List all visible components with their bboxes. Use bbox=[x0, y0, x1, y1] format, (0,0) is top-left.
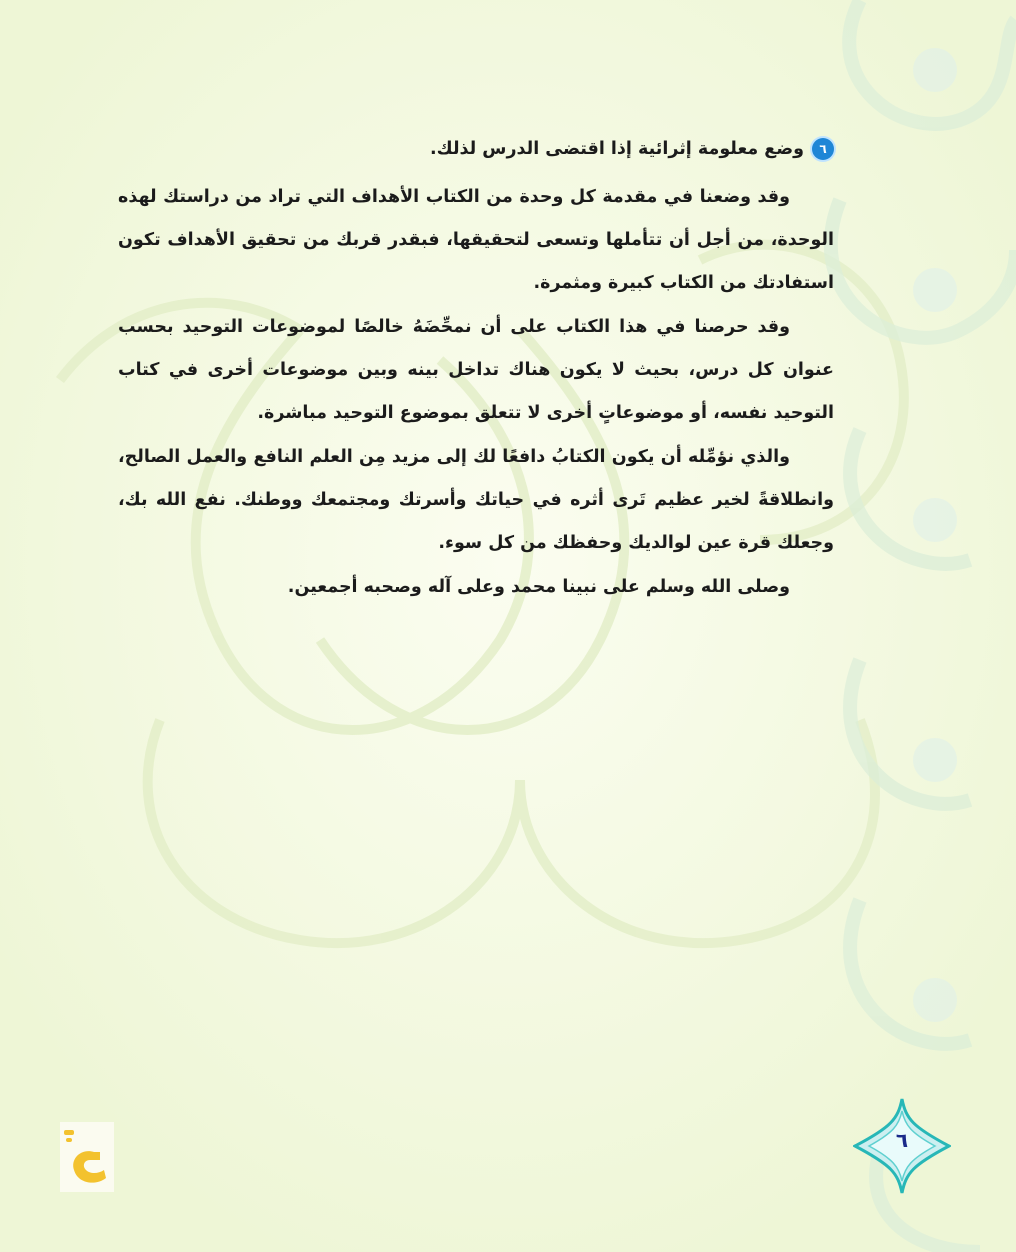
paragraph-objectives: وقد وضعنا في مقدمة كل وحدة من الكتاب الأهداف التي تراد من دراستك لهذه الوحدة، من أجل أن تتأملها وتسعى لتحقيقها، فبقدر قربك من تحقيق الأهداف تكون استفادتك من الكتاب كبيرة ومثمرة. bbox=[118, 187, 834, 293]
paragraph-focus: وقد حرصنا في هذا الكتاب على أن نمحِّضَهُ خالصًا لموضوعات التوحيد بحسب عنوان كل درس، بحيث لا يكون هناك تداخل بينه وبين موضوعات أخرى في كتاب التوحيد نفسه، أو موضوعاتٍ أخرى لا تتعلق بموضوع التوحيد مباشرة. bbox=[118, 317, 834, 423]
closing-prayer: وصلى الله وسلم على نبينا محمد وعلى آله وصحبه أجمعين. bbox=[287, 577, 790, 597]
page-number: ٦ bbox=[895, 1128, 909, 1152]
publisher-logo-icon bbox=[60, 1122, 114, 1192]
item-number-badge: ٦ bbox=[812, 138, 834, 160]
paragraph-hope: والذي نؤمِّله أن يكون الكتابُ دافعًا لك إلى مزيد مِن العلم النافع والعمل الصالح، وانطلاقةً لخير عظيم تَرى أثره في حياتك وأسرتك ومجتمعك ووطنك. نفع الله بك، وجعلك قرة عين لوالديك وحفظك من كل سوء. bbox=[118, 447, 834, 553]
item-text: وضع معلومة إثرائية إذا اقتضى الدرس لذلك. bbox=[430, 139, 804, 159]
numbered-item bbox=[430, 128, 834, 170]
